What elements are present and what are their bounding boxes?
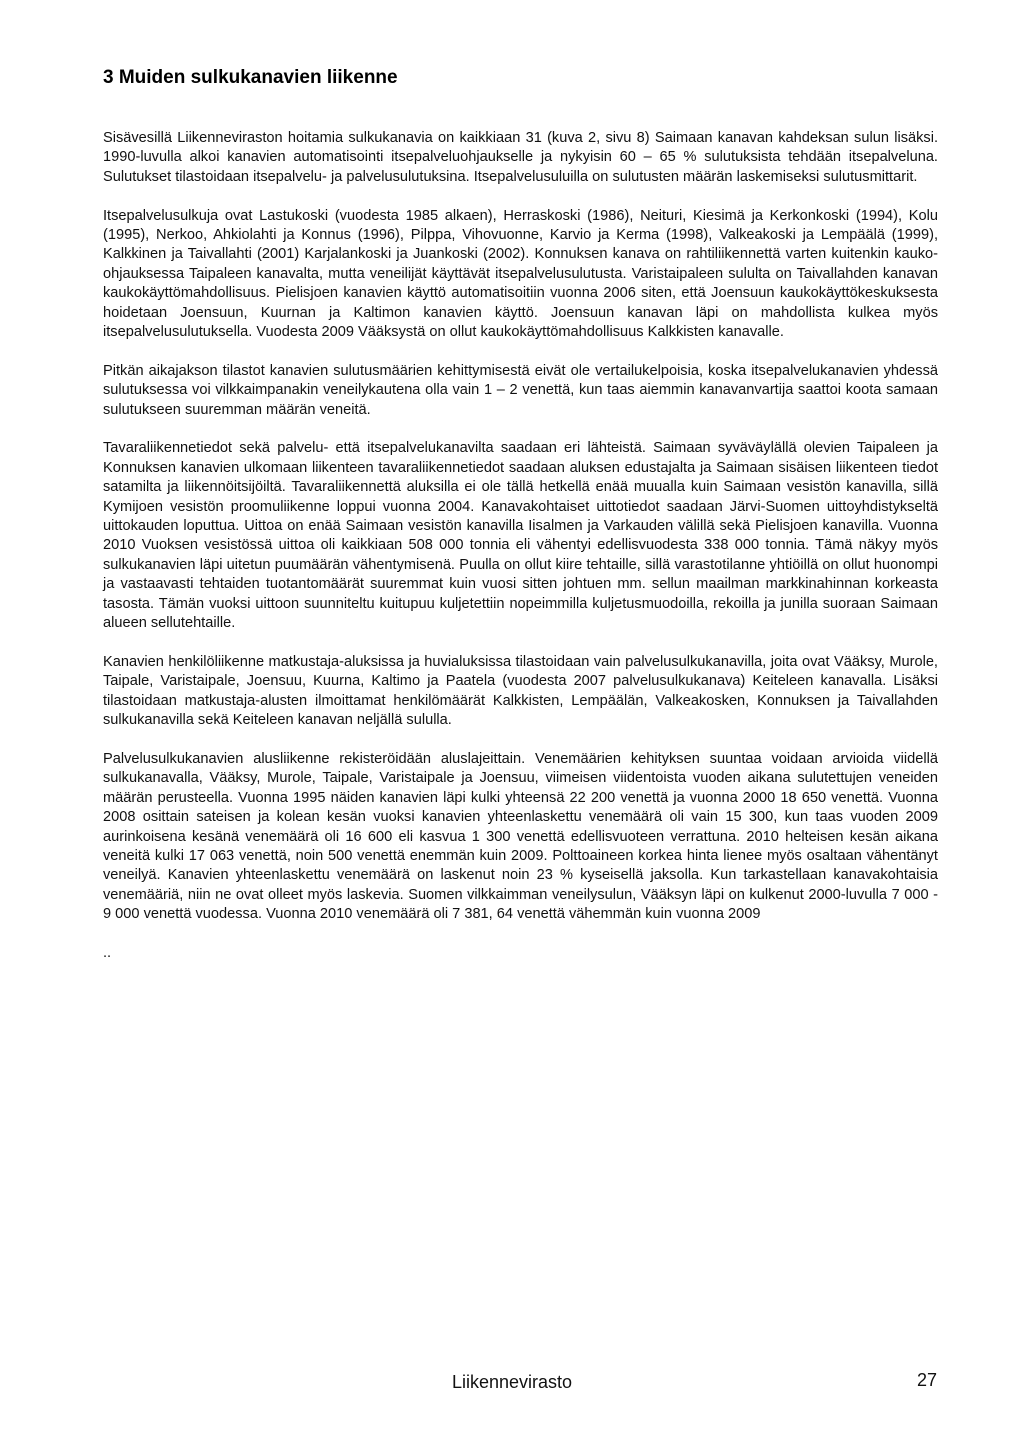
section-heading: 3 Muiden sulkukanavien liikenne bbox=[103, 67, 398, 88]
paragraph-vessel-traffic: Palvelusulkukanavien alusliikenne rekisteröidään aluslajeittain. Venemäärien kehityksen suuntaa voidaan arvioida viidellä sulkukanavalla, Vääksy, Murole, Taipale, Varistaipale ja Joensuu, viimeisen viidentoista vuoden aikana sulutettujen veneiden määrän perusteella. Vuonna 1995 näiden kanavien läpi kulki yhteensä 22 200 venettä ja vuonna 2000 18 650 venettä. Vuonna 2008 osittain sateisen ja kolean kesän vuoksi kanavien yhteenlaskettu venemäärä oli vain 15 300, kun taas vuoden 2009 aurinkoisena kesänä venemäärä oli 16 600 eli kasvua 1 300 venettä edellisvuoteen verrattuna. 2010 helteisen kesän aikana veneitä kulki 17 063 venettä, noin 500 venettä enemmän kuin 2009. Polttoaineen korkea hinta lienee myös osaltaan vähentänyt veneilyä. Kanavien yhteenlaskettu venemäärä on laskenut noin 23 % kyseisellä jaksolla. Kun tarkastellaan kanavakohtaisia venemääriä, niin ne ovat olleet myös laskevia. Suomen vilkkaimman veneilysulun, Vääksyn läpi on kulkenut 2000-luvulla 7 000 - 9 000 venettä vuodessa. Vuonna 2010 venemäärä oli 7 381, 64 venettä vähemmän kuin vuonna 2009 bbox=[103, 750, 938, 923]
paragraph-self-service-locks: Itsepalvelusulkuja ovat Lastukoski (vuodesta 1985 alkaen), Herraskoski (1986), Neituri, Kiesimä ja Kerkonkoski (1994), Kolu (1995), Nerkoo, Ahkiolahti ja Konnus (1996), Pilppa, Vihovuonne, Karvio ja Kerma (1998), Valkeakoski ja Lempäälä (1999), Kalkkinen ja Taivallahti (2001) Karjalankoski ja Juankoski (2002). Konnuksen kanava on rahtiliikennettä varten kuitenkin kauko-ohjauksessa Taipaleen kanavalta, mutta veneilijät käyttävät itsepalvelusulutusta. Varistaipaleen sululta on Taivallahden kanavan kaukokäyttömahdollisuus. Pielisjoen kanavien käyttö automatisoitiin vuonna 2006 siten, että Joensuun kaukokäyttökeskuksesta hoidetaan Joensuun, Kuurnan ja Kaltimon kanavien käyttö. Joensuun kanavan läpi on mahdollista kulkea myös itsepalvelusulutuksella. Vuodesta 2009 Vääksystä on ollut kaukokäyttömahdollisuus Kalkkisten kanavalle. bbox=[103, 207, 938, 341]
paragraph-passenger-traffic: Kanavien henkilöliikenne matkustaja-aluksissa ja huvialuksissa tilastoidaan vain palvelusulkukanavilla, joita ovat Vääksy, Murole, Taipale, Varistaipale, Joensuu, Kuurna, Kaltimo ja Paatela (vuodesta 2007 palvelusulkukanava) Keiteleen kanavalla. Lisäksi tilastoidaan matkustaja-alusten ilmoittamat henkilömäärät Kalkkisten, Lempäälän, Valkeakosken, Konnuksen ja Taivallahden sulkukanavilla sekä Keiteleen kanavan neljällä sululla. bbox=[103, 653, 938, 729]
footer-organization: Liikennevirasto bbox=[452, 1372, 573, 1392]
page-body bbox=[103, 64, 938, 963]
page-footer bbox=[0, 1372, 1024, 1400]
paragraph-freight-traffic: Tavaraliikennetiedot sekä palvelu- että itsepalvelukanavilta saadaan eri lähteistä. Saimaan syväväylällä olevien Taipaleen ja Konnuksen kanavien ulkomaan liikenteen tavaraliikennetiedot saadaan aluksen edustajalta ja Saimaan sisäisen liikenteen tiedot satamilta ja liikennöitsijöiltä. Tavaraliikennettä aluksilla ei ole tällä hetkellä enää muualla kuin Saimaan vesistön kanavilla, sillä Kymijoen vesistön proomuliikenne loppui vuonna 2004. Kanavakohtaiset uittotiedot saadaan Järvi-Suomen uittoyhdistykseltä uittokauden loputtua. Uittoa on enää Saimaan vesistön kanavilla Iisalmen ja Varkauden välillä sekä Pielisjoen kanavilla. Vuonna 2010 Vuoksen vesistössä uittoa oli kaikkiaan 508 000 tonnia eli vähentyi edellisvuodesta 338 000 tonnia. Tämä näkyy myös sulkukanavien läpi uitetun puumäärän vähentymisenä. Puulla on ollut kiire tehtaille, sillä varastotilanne yhtiöillä on ollut huonompi ja vastaavasti tehtaiden tuotantomäärät suuremmat kuin vuosi sitten johtuen mm. sellun maailman markkinahinnan korkeasta tasosta. Tämän vuoksi uittoon suunniteltu kuitupuu kuljetettiin nopeimmilla kuljetusmuodoilla, rekoilla ja junilla suoraan Saimaan alueen sellutehtaille. bbox=[103, 440, 938, 632]
trailing-dots: .. bbox=[103, 944, 112, 961]
paragraph-statistics-comparability: Pitkän aikajakson tilastot kanavien sulutusmäärien kehittymisestä eivät ole vertailukelpoisia, koska itsepalvelukanavien yhdessä sulutuksessa voi vilkkaimpanakin veneilykautena olla vain 1 – 2 venettä, kun taas aiemmin kanavanvartija saattoi koota samaan sulutukseen suuremman määrän veneitä. bbox=[103, 362, 938, 418]
paragraph-intro: Sisävesillä Liikenneviraston hoitamia sulkukanavia on kaikkiaan 31 (kuva 2, sivu 8) Saimaan kanavan kahdeksan sulun lisäksi. 1990-luvulla alkoi kanavien automatisointi itsepalveluohjaukselle ja nykyisin 60 – 65 % sulutuksista tehdään itsepalveluna. Sulutukset tilastoidaan itsepalvelu- ja palvelusulutuksina. Itsepalvelusuluilla on sulutusten määrän laskemiseksi sulutusmittarit. bbox=[103, 130, 938, 185]
page-number: 27 bbox=[917, 1370, 938, 1390]
